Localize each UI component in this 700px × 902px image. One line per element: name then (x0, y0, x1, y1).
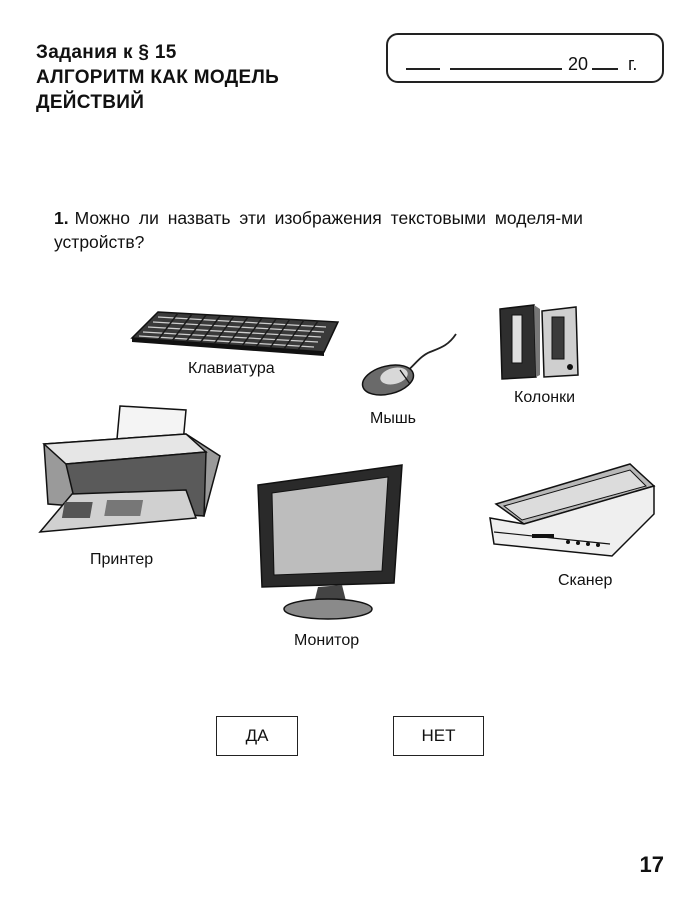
mouse-icon (356, 332, 464, 398)
mouse-label: Мышь (370, 410, 416, 427)
keyboard-icon (128, 308, 342, 358)
task-number: 1. (54, 208, 69, 228)
scanner-label: Сканер (558, 572, 613, 589)
section-title-line2: ДЕЙСТВИЙ (36, 92, 145, 113)
date-field[interactable] (386, 33, 664, 83)
task-text: Можно ли назвать эти изображения текстовыми моделя-ми устройств? (54, 208, 583, 252)
printer-icon (36, 404, 228, 534)
year-suffix: г. (628, 54, 638, 74)
month-blank[interactable] (450, 68, 562, 70)
section-heading (36, 40, 279, 115)
monitor-icon (254, 463, 406, 623)
no-button[interactable]: НЕТ (393, 716, 484, 756)
yes-button[interactable]: ДА (216, 716, 298, 756)
year-prefix: 20 (568, 54, 589, 74)
task-question (54, 206, 666, 254)
section-title-line1: АЛГОРИТМ КАК МОДЕЛЬ (36, 67, 280, 88)
speakers-icon (496, 303, 582, 383)
printer-label: Принтер (90, 551, 154, 568)
page-number: 17 (639, 852, 664, 877)
section-reference: Задания к § 15 (36, 42, 177, 63)
scanner-icon (488, 460, 660, 562)
monitor-label: Монитор (294, 632, 360, 649)
year-blank[interactable] (592, 68, 618, 70)
keyboard-label: Клавиатура (188, 360, 275, 377)
speakers-label: Колонки (514, 389, 576, 406)
day-blank[interactable] (406, 68, 440, 70)
